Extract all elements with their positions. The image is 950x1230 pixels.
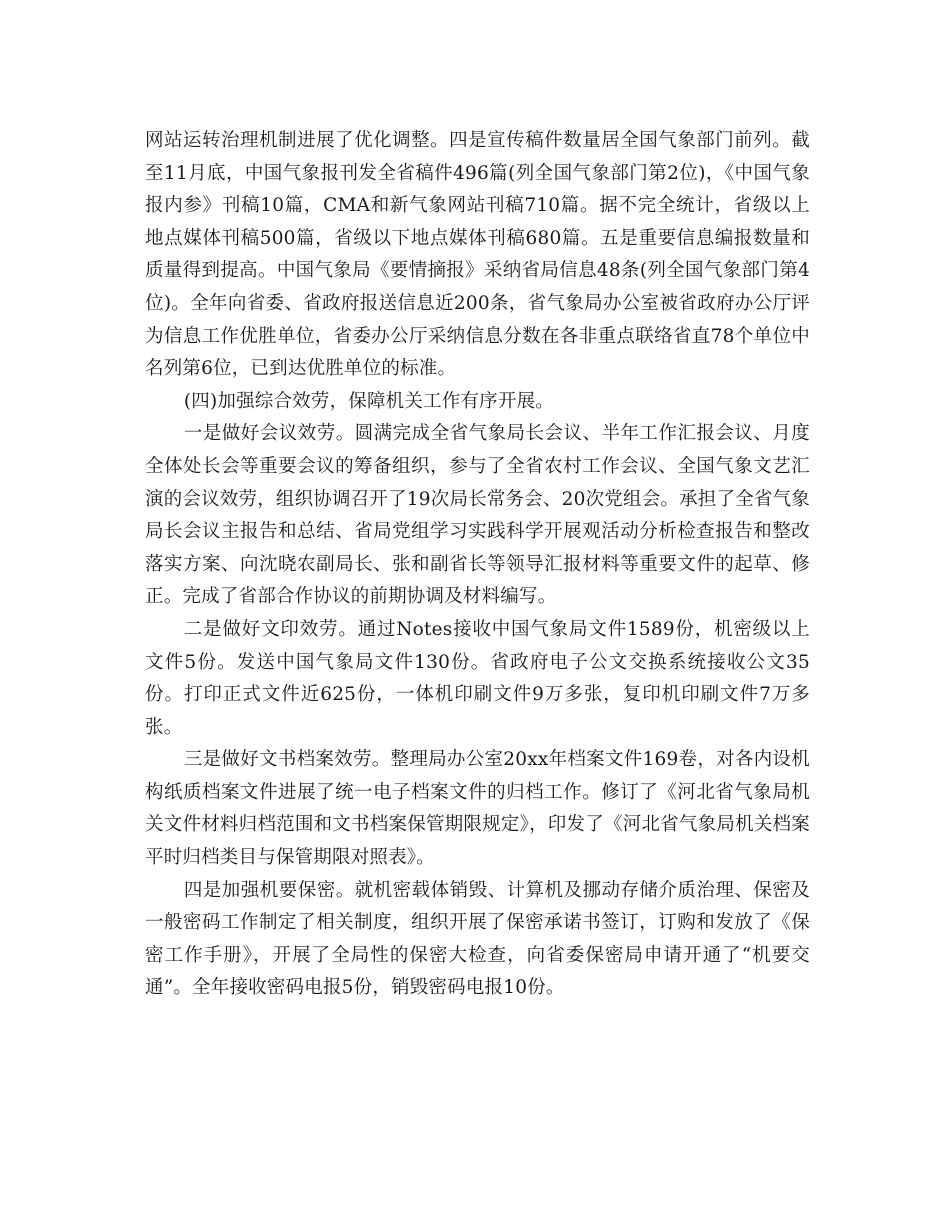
paragraph-info-work: 网站运转治理机制进展了优化调整。四是宣传稿件数量居全国气象部门前列。截至11月底，中国气象报刊发全省稿件496篇(列全国气象部门第2位)，《中国气象报内参》刊稿10篇，CMA和新气象网站刊稿710篇。据不完全统计，省级以上地点媒体刊稿500篇，省级以下地点媒体刊稿680篇。五是重要信息编报数量和质量得到提高。中国气象局《要情摘报》采纳省局信息48条(列全国气象部门第4位)。全年向省委、省政府报送信息近200条，省气象局办公室被省政府办公厅评为信息工作优胜单位，省委办公厅采纳信息分数在各非重点联络省直78个单位中名列第6位，已到达优胜单位的标准。 [145,130,810,380]
paragraph-printing-service: 二是做好文印效劳。通过Notes接收中国气象局文件1589份，机密级以上文件5份。发送中国气象局文件130份。省政府电子公文交换系统接收公文35份。打印正式文件近625份，一体机印刷文件9万多张，复印机印刷文件7万多张。 [145,618,810,738]
paragraph-meeting-service: 一是做好会议效劳。圆满完成全省气象局长会议、半年工作汇报会议、月度全体处长会等重要会议的筹备组织，参与了全省农村工作会议、全国气象文艺汇演的会议效劳，组织协调召开了19次局长常务会、20次党组会。承担了全省气象局长会议主报告和总结、省局党组学习实践科学开展观活动分析检查报告和整改落实方案、向沈晓农副局长、张和副省长等领导汇报材料等重要文件的起草、修正。完成了省部合作协议的前期协调及材料编写。 [145,423,810,608]
paragraph-confidentiality: 四是加强机要保密。就机密载体销毁、计算机及挪动存储介质治理、保密及一般密码工作制定了相关制度，组织开展了保密承诺书签订，订购和发放了《保密工作手册》，开展了全局性的保密大检查，向省委保密局申请开通了“机要交通”。全年接收密码电报5份，销毁密码电报10份。 [145,879,810,999]
paragraph-archive-service: 三是做好文书档案效劳。整理局办公室20xx年档案文件169卷，对各内设机构纸质档案文件进展了统一电子档案文件的归档工作。修订了《河北省气象局机关文件材料归档范围和文书档案保管期限规定》，印发了《河北省气象局机关档案平时归档类目与保管期限对照表》。 [145,749,810,869]
section-heading-comprehensive-service: (四)加强综合效劳，保障机关工作有序开展。 [183,390,554,412]
document-body [145,125,810,1005]
